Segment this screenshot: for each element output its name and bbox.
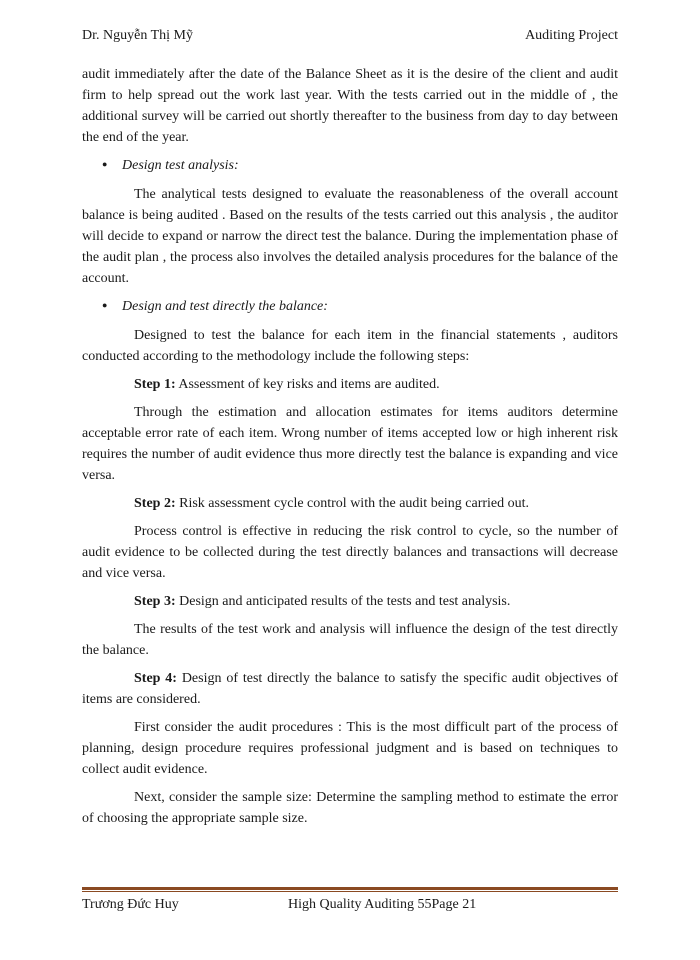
- page-footer: [82, 897, 618, 915]
- footer-author: Trương Đức Huy: [82, 897, 179, 912]
- step-label: Step 2:: [134, 496, 176, 511]
- step-3: [82, 591, 618, 612]
- paragraph-designed: Designed to test the balance for each item in the financial statements , auditors conducted according to the methodology include the following steps:: [82, 328, 618, 364]
- paragraph-intro: audit immediately after the date of the Balance Sheet as it is the desire of the client and audit firm to help spread out the work last year. With the tests carried out in the middle of , the additional survey will be carried out shortly thereafter to the business from day to day between the end of the year.: [82, 67, 618, 145]
- step-text: Design of test directly the balance to satisfy the specific audit objectives of items are considered.: [82, 671, 618, 707]
- header-project: Auditing Project: [525, 28, 618, 43]
- step-2: [82, 493, 618, 514]
- bullet-dot-icon: ●: [102, 300, 108, 310]
- footer-divider: [82, 887, 618, 893]
- paragraph-step4b: Next, consider the sample size: Determine the sampling method to estimate the error of choosing the appropriate sample size.: [82, 790, 618, 826]
- footer-page-label: High Quality Auditing 55Page 21: [288, 897, 477, 912]
- paragraph-step4a: First consider the audit procedures : This is the most difficult part of the process of planning, design procedure requires professional judgment and is based on techniques to collect audit evidence.: [82, 720, 618, 777]
- step-label: Step 4:: [134, 671, 177, 686]
- footer-divider-thin: [82, 891, 618, 892]
- bullet-design-test-analysis: [82, 155, 618, 177]
- bullet-dot-icon: ●: [102, 159, 108, 169]
- header-author: Dr. Nguyễn Thị Mỹ: [82, 28, 193, 43]
- paragraph-analysis: The analytical tests designed to evaluate the reasonableness of the overall account balance is being audited . Based on the results of the tests carried out this analysis , the auditor will decide to expand or narrow the direct test the balance. During the implementation phase of the audit plan , the process also involves the detailed analysis procedures for the balance of the account.: [82, 187, 618, 286]
- bullet-design-and-test: [82, 296, 618, 318]
- paragraph-step1: Through the estimation and allocation estimates for items auditors determine acceptable error rate of each item. Wrong number of items accepted low or high inherent risk requires the number of audit evidence thus more directly test the balance is expanding and vice versa.: [82, 405, 618, 483]
- paragraph-step3: The results of the test work and analysis will influence the design of the test directly the balance.: [82, 622, 618, 658]
- step-1: [82, 374, 618, 395]
- step-4: [82, 668, 618, 710]
- step-label: Step 3:: [134, 594, 176, 609]
- step-text: Risk assessment cycle control with the audit being carried out.: [175, 496, 530, 511]
- footer-divider-thick: [82, 887, 618, 890]
- bullet-heading: Design and test directly the balance:: [122, 299, 328, 314]
- paragraph-step2: Process control is effective in reducing the risk control to cycle, so the number of audit evidence to be collected during the test directly balances and transactions will decrease and vice versa.: [82, 524, 618, 581]
- step-text: Assessment of key risks and items are audited.: [175, 377, 440, 392]
- bullet-heading: Design test analysis:: [122, 158, 239, 173]
- step-text: Design and anticipated results of the tests and test analysis.: [175, 594, 511, 609]
- page-header: [82, 28, 618, 46]
- document-body: [82, 64, 618, 836]
- step-label: Step 1:: [134, 377, 176, 392]
